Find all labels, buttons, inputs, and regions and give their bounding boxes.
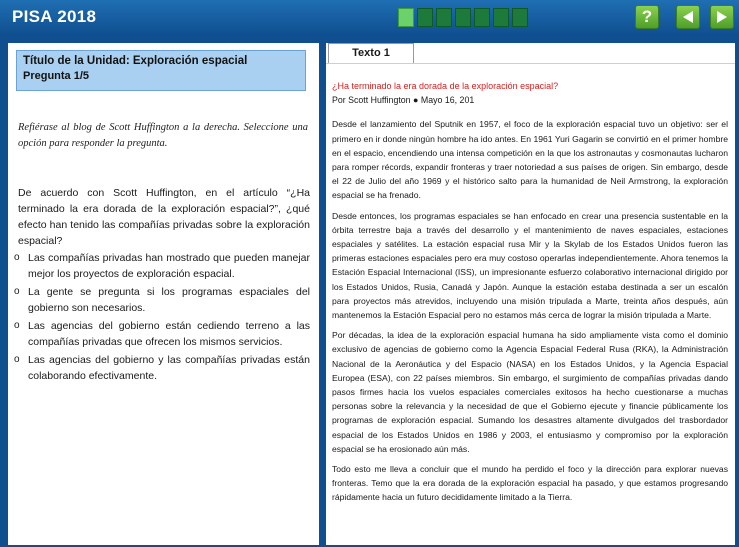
answer-option[interactable]: o Las agencias del gobierno y las compañías privadas están colaborando efectivamente. <box>14 354 310 382</box>
unit-header <box>16 50 306 91</box>
reading-panel <box>326 43 735 545</box>
article <box>332 79 728 511</box>
previous-button[interactable] <box>676 5 700 29</box>
question-icon: ? <box>641 7 653 26</box>
author: Por Scott Huffington <box>332 95 411 106</box>
progress-segment <box>474 8 490 27</box>
progress-segment <box>493 8 509 27</box>
article-paragraph: Por décadas, la idea de la exploración espacial humana ha sido ampliamente vista como el dominio exclusivo de agencias de gobierno como la Agencia Espacial Federal Rusa (RKA), la Administración Nacional de la Aeronáutica y del Espacio (NASA) en los Estados Unidos, y la Agencia Espacial Europea (ESA), con 22 países miembros. Sin embargo, el surgimiento de compañías privadas dando pasos firmes hacia los vuelos espaciales comerciales exitosos ha hecho cuestionarse a muchas personas sobre la relevancia y la necesidad de que el Gobierno ejecute y financie públicamente los programas de exploración espacial. Sumando los desastres altamente divulgados del trasbordador espacial de los Estados Unidos en 1986 y 2003, el entusiasmo y compromiso por la exploración espacial se ha erosionado aún más. <box>332 330 728 454</box>
content-frame <box>0 35 739 547</box>
radio-icon[interactable]: o <box>14 320 20 331</box>
radio-icon[interactable]: o <box>14 252 20 263</box>
byline <box>332 93 728 107</box>
next-button[interactable] <box>710 5 734 29</box>
header-bar <box>0 0 739 35</box>
question-number: Pregunta 1/5 <box>23 70 90 82</box>
triangle-left-icon <box>681 10 695 24</box>
article-title: ¿Ha terminado la era dorada de la exploración espacial? <box>332 81 559 91</box>
tab-texto-1[interactable]: Texto 1 <box>328 43 414 63</box>
article-paragraph: Todo esto me lleva a concluir que el mundo ha perdido el foco y la dirección para explorar nuevas fronteras. Temo que la era dorada de la exploración espacial ha pasado, y que estamos progresando rápidamente hacia un futuro decididamente limitado a la Tierra. <box>332 464 728 503</box>
progress-segment <box>398 8 414 27</box>
article-paragraph: Desde el lanzamiento del Sputnik en 1957, el foco de la exploración espacial tuvo un objetivo: ser el primero en ir donde ningún hombre ha ido antes. En 1961 Yuri Gagarin se convirtió en el primer hombre en el espacio, encendiendo una intensa competición en la que los astronautas y cosmonautas lucharon para romper récords, expandir fronteras y traer notoriedad a sus países de origen. Sin embargo, desde el 22 de Julio del año 1969 y el histórico salto para la humanidad de Neil Armstrong, la exploración espacial se ha frenado. <box>332 119 728 201</box>
radio-icon[interactable]: o <box>14 354 20 365</box>
app-title: PISA 2018 <box>12 7 97 26</box>
progress-indicator <box>398 8 528 27</box>
question-panel <box>8 43 319 545</box>
help-button[interactable] <box>635 5 659 29</box>
progress-segment <box>417 8 433 27</box>
radio-icon[interactable]: o <box>14 286 20 297</box>
progress-segment <box>455 8 471 27</box>
article-paragraph: Desde entonces, los programas espaciales se han enfocado en crear una presencia sustentable en la órbita terrestre baja a través del desarrollo y el mantenimiento de naves espaciales, estaciones espaciales y satélites. La estación espacial rusa Mir y la Skylab de los Estados Unidos fueron las primeras estaciones espaciales pero era muy costoso operarlas independientemente. Ahora tenemos la Estación Espacial Internacional (ISS), un impresionante esfuerzo colaborativo internacional dirigido por los Estados Unidos, Rusia, Canadá y Japón. Aunque la estación estaba destinada a ser un escalón para proyectos más atrevidos, incluyendo una misión tripulada a Marte, treinta años después, aún mantenemos la Estación Espacial pero no estamos más cerca de lograr la misión tripulada a Marte. <box>332 210 728 321</box>
unit-title: Título de la Unidad: Exploración espacial <box>23 55 248 67</box>
tab-divider <box>326 63 735 64</box>
progress-segment <box>436 8 452 27</box>
triangle-right-icon <box>715 10 729 24</box>
instructions: Refiérase al blog de Scott Huffington a la derecha. Seleccione una opción para responder la pregunta. <box>18 122 308 149</box>
apple-icon: ● <box>413 95 419 106</box>
answer-option[interactable]: o Las compañías privadas han mostrado que pueden manejar mejor los proyectos de exploración espacial. <box>14 252 310 280</box>
answer-option[interactable]: o Las agencias del gobierno están cediendo terreno a las compañías privadas que ofrecen los mismos servicios. <box>14 320 310 348</box>
date: Mayo 16, 201 <box>420 95 475 106</box>
question-text: De acuerdo con Scott Huffington, en el artículo “¿Ha terminado la era dorada de la exploración espacial?”, ¿qué efecto han tenido las compañías privadas sobre la exploración espacial? <box>18 187 310 247</box>
answer-options <box>14 250 310 386</box>
answer-option[interactable]: o La gente se pregunta si los programas espaciales del gobierno son necesarios. <box>14 286 310 314</box>
progress-segment <box>512 8 528 27</box>
